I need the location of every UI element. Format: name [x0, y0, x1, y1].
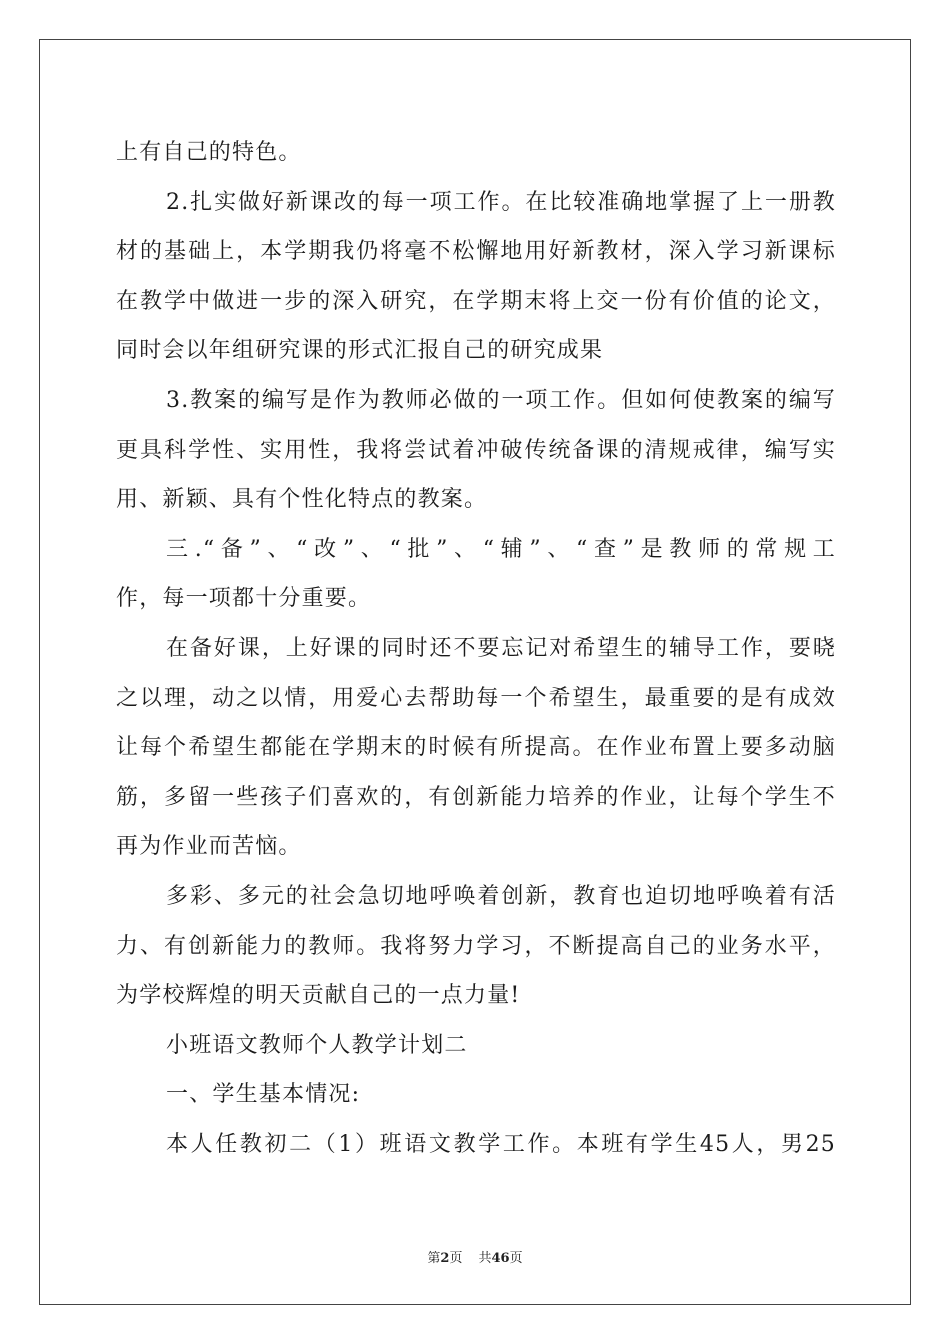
text-line: 力、有创新能力的教师。我将努力学习，不断提高自己的业务水平， [116, 933, 836, 959]
total-prefix: 共 [478, 1251, 492, 1266]
text-line: 作，每一项都十分重要。 [116, 586, 372, 612]
text-line: 2.扎实做好新课改的每一项工作。在比较准确地掌握了上一册教 [166, 189, 836, 215]
total-unit: 页 [509, 1251, 523, 1266]
text-line: 再为作业而苦恼。 [116, 834, 302, 860]
text-line: 在备好课，上好课的同时还不要忘记对希望生的辅导工作，要晓 [166, 635, 836, 661]
text-line: 三.“备”、“改”、“批”、“辅”、“查”是教师的常规工 [166, 536, 836, 562]
text-line: 之以理，动之以情，用爱心去帮助每一个希望生，最重要的是有成效 [116, 685, 836, 711]
page-number: 2 [440, 1251, 450, 1266]
document-body [116, 128, 836, 1169]
text-line: 让每个希望生都能在学期末的时候有所提高。在作业布置上要多动脑 [116, 735, 836, 761]
text-line: 材的基础上，本学期我仍将毫不松懈地用好新教材，深入学习新课标 [116, 239, 836, 265]
section-heading: 小班语文教师个人教学计划二 [166, 1032, 468, 1058]
text-line: 筋，多留一些孩子们喜欢的，有创新能力培养的作业，让每个学生不 [116, 784, 836, 810]
text-line: 本人任教初二（1）班语文教学工作。本班有学生45人，男25 [166, 1131, 836, 1157]
total-pages: 46 [491, 1251, 510, 1266]
text-line: 更具科学性、实用性，我将尝试着冲破传统备课的清规戒律，编写实 [116, 437, 836, 463]
page-unit: 页 [449, 1251, 463, 1266]
page-prefix: 第 [427, 1251, 441, 1266]
text-line: 同时会以年组研究课的形式汇报自己的研究成果 [116, 338, 604, 364]
text-line: 3.教案的编写是作为教师必做的一项工作。但如何使教案的编写 [166, 387, 836, 413]
section-heading: 一、学生基本情况: [166, 1082, 361, 1108]
text-line: 上有自己的特色。 [116, 140, 302, 165]
text-line: 多彩、多元的社会急切地呼唤着创新，教育也迫切地呼唤着有活 [166, 883, 836, 909]
text-line: 在教学中做进一步的深入研究，在学期末将上交一份有价值的论文， [116, 288, 836, 314]
text-line: 为学校辉煌的明天贡献自己的一点力量! [116, 983, 521, 1009]
text-line: 用、新颖、具有个性化特点的教案。 [116, 487, 488, 513]
page-footer [0, 1247, 950, 1266]
